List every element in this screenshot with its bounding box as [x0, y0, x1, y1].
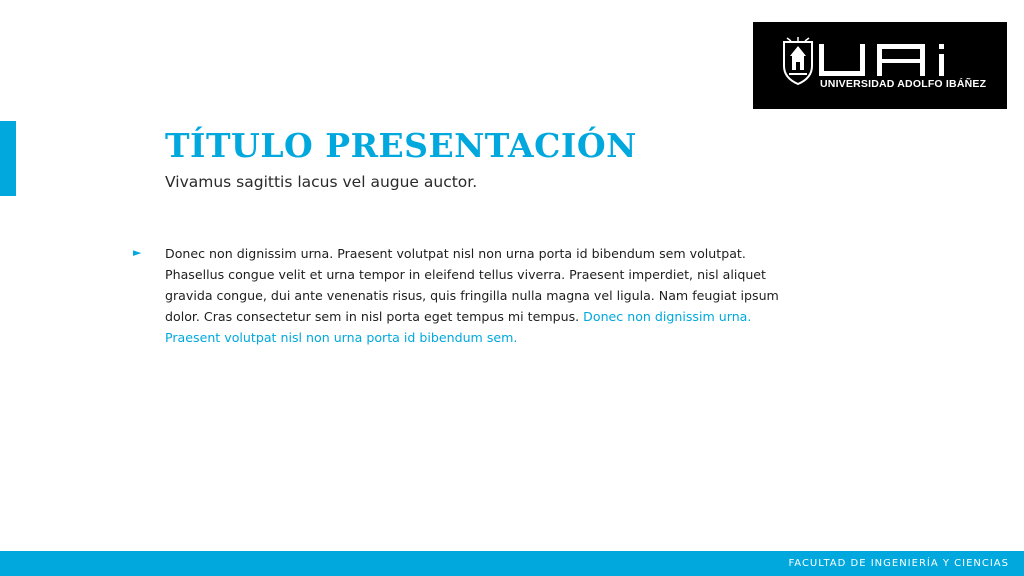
university-name: UNIVERSIDAD ADOLFO IBÁÑEZ [820, 78, 987, 90]
triangle-right-icon: ► [133, 246, 142, 259]
university-crest-icon [781, 36, 815, 86]
left-accent-bar [0, 121, 16, 196]
presentation-subtitle: Vivamus sagittis lacus vel augue auctor. [165, 173, 478, 191]
bullet-highlight-text: Donec non dignissim urna. Praesent volutpat nisl non urna porta id bibendum sem. [165, 309, 752, 345]
presentation-title: TÍTULO PRESENTACIÓN [165, 126, 637, 165]
uai-wordmark-icon [819, 40, 979, 76]
footer-bar [0, 551, 1024, 576]
bullet-paragraph [165, 243, 785, 348]
uai-logo [753, 22, 1007, 109]
faculty-label: FACULTAD DE INGENIERÍA Y CIENCIAS [788, 558, 1009, 569]
bullet-text: Donec non dignissim urna. Praesent volutpat nisl non urna porta id bibendum sem volutpat. Phasellus congue velit et urna tempor in eleifend tellus viverra. Praesent imperdiet, nisl aliquet gravida congue, dui ante venenatis risus, quis fringilla nulla magna vel ligula. Nam feugiat ipsum dolor. Cras consectetur sem in nisl porta eget tempus mi tempus. [165, 246, 779, 324]
